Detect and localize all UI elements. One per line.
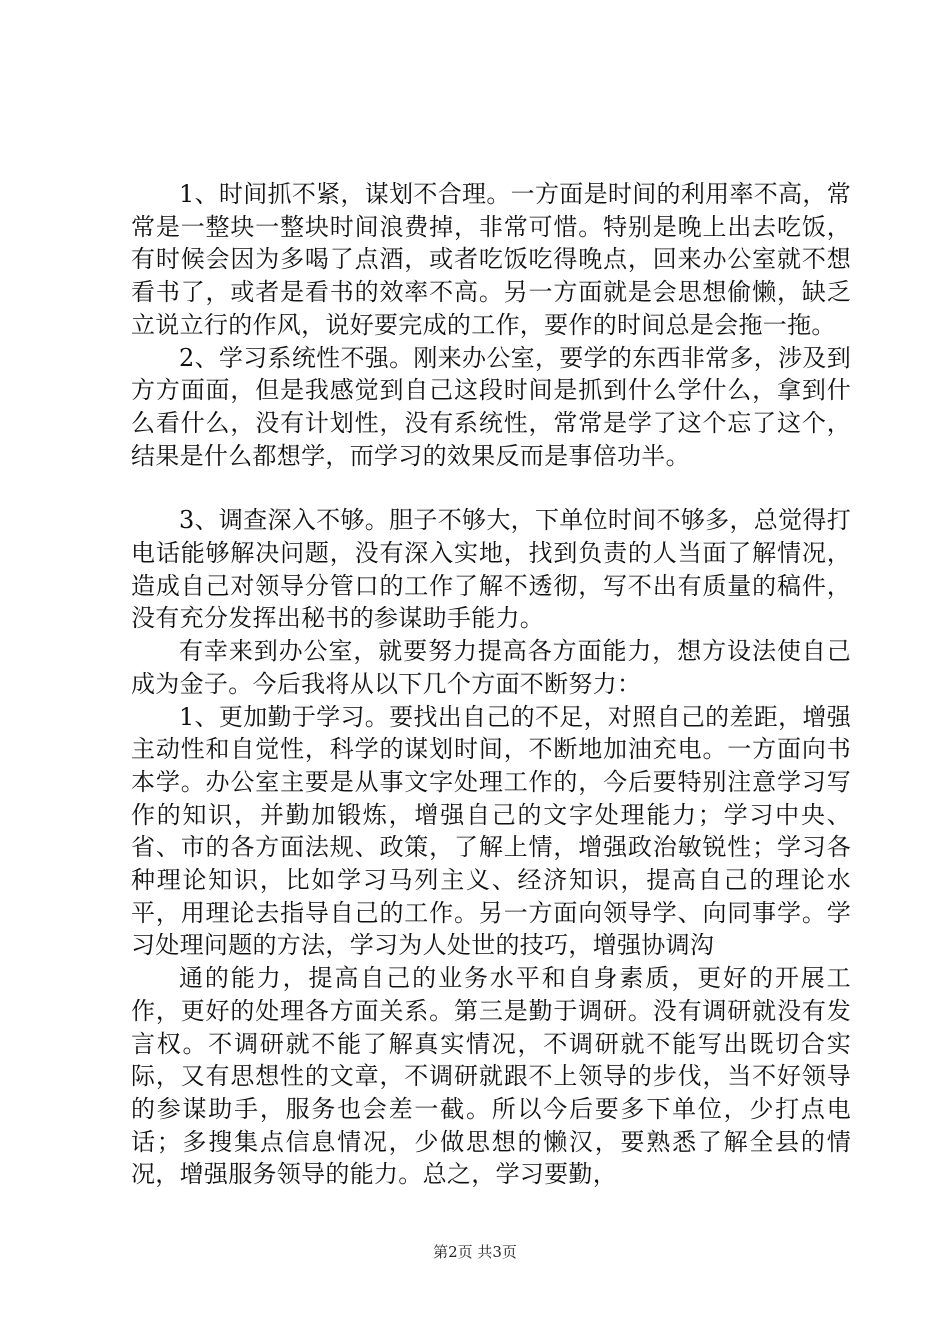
paragraph-study-diligence: 1、更加勤于学习。要找出自己的不足，对照自己的差距，增强主动性和自觉性，科学的谋划时间，不断地加油充电。一方面向书本学。办公室主要是从事文字处理工作的，今后要特别注意学习写作的知识，并勤加锻炼，增强自己的文字处理能力；学习中央、省、市的各方面法规、政策，了解上情，增强政治敏锐性；学习各种理论知识，比如学习马列主义、经济知识，提高自己的理论水平，用理论去指导自己的工作。另一方面向领导学、向同事学。学习处理问题的方法，学习为人处世的技巧，增强协调沟 [131,702,851,960]
paragraph-time-management: 1、时间抓不紧，谋划不合理。一方面是时间的利用率不高，常常是一整块一整块时间浪费掉，非常可惜。特别是晚上出去吃饭，有时候会因为多喝了点酒，或者吃饭吃得晚点，回来办公室就不想看书了，或者是看书的效率不高。另一方面就是会思想偷懒，缺乏立说立行的作风，说好要完成的工作，要作的时间总是会拖一拖。 [131,180,851,339]
paragraph-study-system: 2、学习系统性不强。刚来办公室，要学的东西非常多，涉及到方方面面，但是我感觉到自己这段时间是抓到什么学什么，拿到什么看什么，没有计划性，没有系统性，常常是学了这个忘了这个，结果是什么都想学，而学习的效果反而是事倍功半。 [131,343,851,470]
document-body [131,178,851,1191]
page-number-footer: 第2页 共3页 [433,1243,517,1261]
paragraph-research-diligence: 通的能力，提高自己的业务水平和自身素质，更好的开展工作，更好的处理各方面关系。第三是勤于调研。没有调研就没有发言权。不调研就不能了解真实情况，不调研就不能写出既切合实际，又有思想性的文章，不调研就跟不上领导的步伐，当不好领导的参谋助手，服务也会差一截。所以今后要多下单位，少打点电话；多搜集点信息情况，少做思想的懒汉，要熟悉了解全县的情况，增强服务领导的能力。总之，学习要勤， [131,964,851,1189]
paragraph-spacer [131,472,851,504]
paragraph-improvement-intro: 有幸来到办公室，就要努力提高各方面能力，想方设法使自己成为金子。今后我将从以下几个方面不断努力： [131,637,851,698]
paragraph-investigation: 3、调查深入不够。胆子不够大，下单位时间不够多，总觉得打电话能够解决问题，没有深入实地，找到负责的人当面了解情况，造成自己对领导分管口的工作了解不透彻，写不出有质量的稿件，没有充分发挥出秘书的参谋助手能力。 [131,506,851,633]
